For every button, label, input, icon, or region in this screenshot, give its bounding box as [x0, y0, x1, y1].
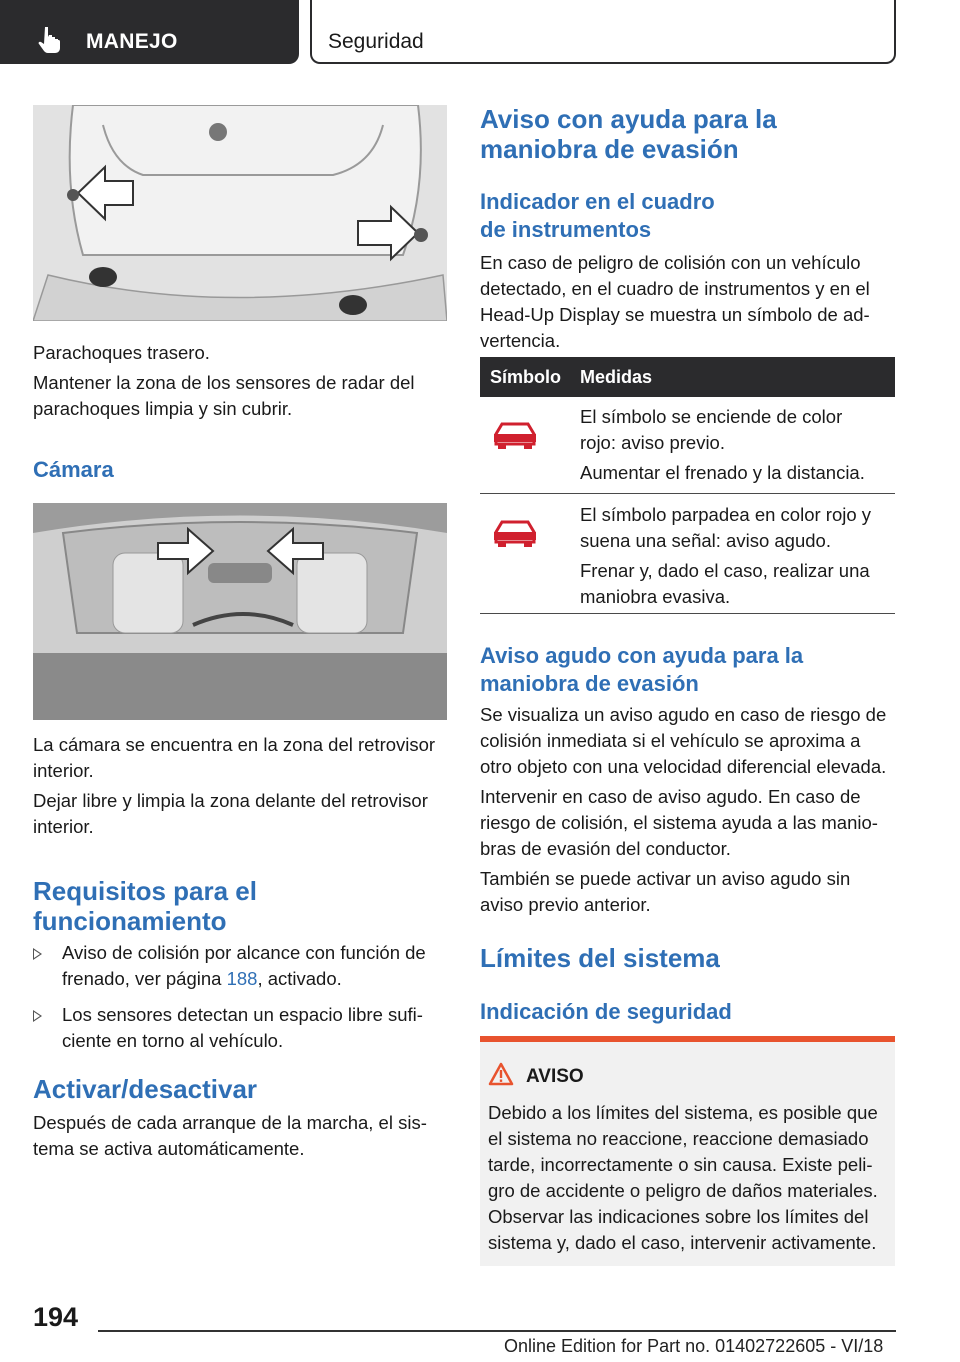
warning-text: Debido a los límites del sistema, es posible que el sistema no reaccione, reaccione demasiado tarde, incorrectamente o sin causa. Existe peli‐ gro de accidente o peligro de daños materiales. Observar las indicaciones sobre los límites del sistema y, dado el caso, intervenir activamente.: [488, 1102, 878, 1253]
warning-box: [480, 1036, 895, 1266]
pointing-hand-icon: [38, 26, 64, 54]
row-divider: [480, 613, 895, 614]
safety-heading: Indicación de seguridad: [480, 999, 732, 1024]
acute-text-2: Intervenir en caso de aviso agudo. En caso de riesgo de colisión, el sistema ayuda a las manio‐ bras de evasión del conductor.: [480, 786, 878, 859]
camera-text-2: Dejar libre y limpia la zona delante del retrovisor interior.: [33, 790, 428, 837]
table-header: [480, 357, 895, 397]
page-link-188[interactable]: 188: [226, 968, 258, 989]
camera-interior-image: [33, 503, 447, 720]
warning-triangle-icon: [488, 1062, 514, 1086]
camera-text-1: La cámara se encuentra en la zona del retrovisor interior.: [33, 734, 436, 781]
intro-text: En caso de peligro de colisión con un vehículo detectado, en el cuadro de instrumentos y en el Head-Up Display se muestra un símbolo de ad‐ vertencia.: [480, 252, 870, 351]
limits-heading: Límites del sistema: [480, 943, 720, 973]
list-item: Aviso de colisión por alcance con función de frenado, ver página 188, activado.: [33, 940, 447, 992]
chapter-label: Seguridad: [328, 30, 424, 53]
sub-heading: Indicador en el cuadro de instrumentos: [480, 189, 715, 242]
footer-divider: [98, 1330, 896, 1332]
main-heading: Aviso con ayuda para la maniobra de evasión: [480, 104, 777, 164]
activate-text: Después de cada arranque de la marcha, el sis‐ tema se activa automáticamente.: [33, 1112, 427, 1159]
table-row: El símbolo parpadea en color rojo y suena una señal: aviso agudo. Frenar y, dado el caso, realizar una maniobra evasiva.: [580, 504, 872, 607]
requirements-heading: Requisitos para el funcionamiento: [33, 876, 257, 936]
acute-text-1: Se visualiza un aviso agudo en caso de riesgo de colisión inmediata si el vehículo se aproxima a otro objeto con una velocidad diferencial elevada.: [480, 704, 887, 777]
table-row: El símbolo se enciende de color rojo: aviso previo. Aumentar el frenado y la distancia.: [580, 406, 865, 483]
edition-text: Online Edition for Part no. 01402722605 - VI/18: [504, 1336, 884, 1356]
rear-bumper-text: Mantener la zona de los sensores de radar del parachoques limpia y sin cubrir.: [33, 372, 415, 419]
rear-bumper-image: [33, 105, 447, 321]
activate-heading: Activar/desactivar: [33, 1074, 258, 1104]
camera-heading: Cámara: [33, 457, 114, 482]
rear-bumper-caption: Parachoques trasero.: [33, 342, 210, 363]
col-measures: Medidas: [580, 367, 653, 387]
bullet-triangle-icon: [33, 1010, 42, 1022]
section-tab: [0, 0, 299, 64]
red-car-warning-icon: [492, 420, 538, 450]
warning-title: AVISO: [526, 1066, 584, 1087]
red-car-flashing-icon: [492, 518, 538, 548]
chapter-header: [310, 0, 896, 64]
section-label: MANEJO: [86, 30, 178, 53]
acute-heading: Aviso agudo con ayuda para la maniobra de evasión: [480, 643, 804, 696]
acute-text-3: También se puede activar un aviso agudo sin aviso previo anterior.: [480, 868, 851, 915]
col-symbol: Símbolo: [490, 367, 561, 387]
bullet-triangle-icon: [33, 948, 42, 960]
row-divider: [480, 493, 895, 494]
list-item: Los sensores detectan un espacio libre sufi‐ ciente en torno al vehículo.: [33, 1002, 447, 1054]
page-number: 194: [33, 1302, 79, 1332]
